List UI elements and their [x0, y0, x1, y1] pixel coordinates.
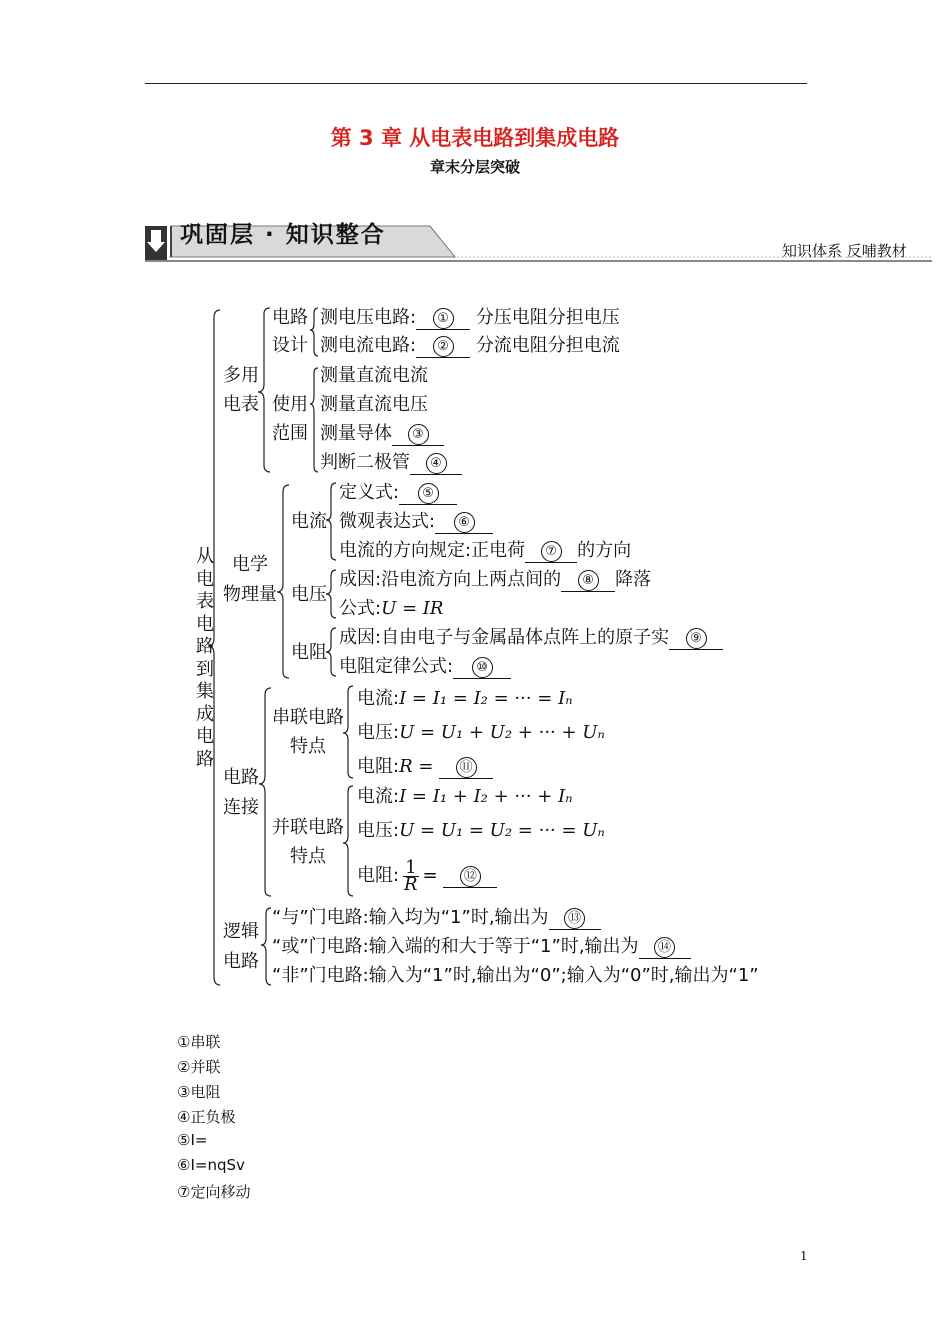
blank-number: ⑥	[454, 512, 475, 533]
resistance-law-row	[339, 656, 511, 679]
answer-item: ③电阻	[177, 1083, 221, 1101]
series-current-label: 电流:	[357, 688, 400, 709]
series-resistance-row	[357, 756, 493, 779]
resistance-label: 电阻	[291, 642, 327, 663]
page-title: 第 3 章 从电表电路到集成电路	[330, 126, 620, 150]
blank-number: ⑨	[686, 628, 707, 649]
page-number: 1	[800, 1249, 808, 1263]
quantities-label-1: 电学	[232, 554, 268, 575]
series-label-2: 特点	[290, 736, 326, 757]
blank-number: ②	[433, 336, 454, 357]
scope-diode-row	[320, 452, 462, 475]
multimeter-label-1: 多用	[223, 365, 259, 386]
blank-number: ⑧	[578, 570, 599, 591]
series-voltage-expression: U = U₁ + U₂ + ··· + Uₙ	[399, 722, 605, 743]
voltage-cause-label: 成因:沿电流方向上两点间的	[339, 569, 562, 590]
fraction-denominator: R	[404, 873, 418, 895]
parallel-current-label: 电流:	[357, 786, 400, 807]
voltage-cause-row	[339, 569, 651, 592]
answer-item: ④正负极	[177, 1108, 236, 1126]
resistance-cause-row	[339, 627, 723, 650]
voltage-circuit-tail: 分压电阻分担电压	[475, 307, 620, 328]
logic-label-1: 逻辑	[223, 921, 259, 942]
blank-number: ⑪	[456, 757, 477, 778]
and-gate-row	[272, 907, 601, 930]
formula-row	[339, 598, 443, 620]
or-gate-row	[272, 936, 691, 959]
section-banner-tagline: 知识体系 反哺教材	[782, 242, 907, 260]
parallel-resistance-fraction	[403, 856, 418, 895]
series-resistance-expression: R =	[399, 756, 434, 777]
voltage-label: 电压	[291, 584, 327, 605]
answer-item: ⑥I=nqSv	[177, 1156, 245, 1174]
blank-number: ⑭	[654, 937, 675, 958]
parallel-equals: =	[422, 865, 438, 886]
design-label-1: 电路	[272, 307, 308, 328]
scope-diode-label: 判断二极管	[320, 452, 410, 473]
series-resistance-label: 电阻:	[357, 756, 400, 777]
parallel-label-1: 并联电路	[272, 817, 344, 838]
blank-number: ⑬	[564, 908, 585, 929]
current-label: 电流	[291, 511, 327, 532]
scope-label-1: 使用	[272, 394, 308, 415]
parallel-voltage-row	[357, 820, 605, 842]
or-gate-text: “或”门电路:输入端的和大于等于“1”时,输出为	[272, 936, 639, 957]
scope-resistor-row	[320, 423, 444, 446]
scope-item: 测量直流电流	[320, 365, 428, 386]
voltage-circuit-label: 测电压电路:	[320, 307, 417, 328]
blank-number: ④	[426, 453, 447, 474]
current-circuit-tail: 分流电阻分担电流	[475, 335, 620, 356]
logic-label-2: 电路	[223, 951, 259, 972]
parallel-label-2: 特点	[290, 846, 326, 867]
section-banner-title: 巩固层 · 知识整合	[180, 222, 386, 248]
parallel-current-row	[357, 786, 573, 808]
scope-label-2: 范围	[272, 423, 308, 444]
series-voltage-row	[357, 722, 605, 744]
not-gate-row: “非”门电路:输入为“1”时,输出为“0”;输入为“0”时,输出为“1”	[272, 965, 759, 986]
scope-item: 测量直流电压	[320, 394, 428, 415]
blank-number: ③	[408, 424, 429, 445]
parallel-resistance-row	[357, 856, 497, 896]
parallel-current-expression: I = I₁ + I₂ + ··· + Iₙ	[399, 786, 573, 807]
concept-map-root: 从电表电路到集成电路	[196, 546, 214, 770]
blank-number: ⑤	[418, 483, 439, 504]
resistance-cause-label: 成因:自由电子与金属晶体点阵上的原子实	[339, 627, 670, 648]
answer-item: ⑦定向移动	[177, 1183, 251, 1201]
parallel-resistance-label: 电阻:	[357, 865, 400, 886]
formula-expression: U = IR	[381, 598, 444, 619]
formula-label: 公式:	[339, 598, 382, 619]
answer-item: ①串联	[177, 1033, 221, 1051]
blank-number: ⑦	[541, 541, 562, 562]
series-label-1: 串联电路	[272, 707, 344, 728]
multimeter-label-2: 电表	[223, 394, 259, 415]
parallel-voltage-expression: U = U₁ = U₂ = ··· = Uₙ	[399, 820, 605, 841]
series-voltage-label: 电压:	[357, 722, 400, 743]
scope-resistor-label: 测量导体	[320, 423, 392, 444]
current-circuit-row	[320, 335, 620, 358]
page-subtitle: 章末分层突破	[429, 158, 520, 176]
definition-row	[339, 482, 457, 505]
parallel-voltage-label: 电压:	[357, 820, 400, 841]
resistance-law-label: 电阻定律公式:	[339, 656, 454, 677]
definition-label: 定义式:	[339, 482, 400, 503]
voltage-cause-tail: 降落	[615, 569, 652, 590]
direction-tail: 的方向	[577, 540, 632, 561]
blank-number: ①	[433, 308, 454, 329]
answer-item: ⑤I=	[177, 1131, 208, 1149]
quantities-label-2: 物理量	[223, 584, 277, 605]
and-gate-text: “与”门电路:输入均为“1”时,输出为	[272, 907, 549, 928]
series-current-row	[357, 688, 573, 710]
series-current-expression: I = I₁ = I₂ = ··· = Iₙ	[399, 688, 573, 709]
direction-row	[339, 540, 631, 563]
current-circuit-label: 测电流电路:	[320, 335, 417, 356]
design-label-2: 设计	[272, 335, 308, 356]
fraction-numerator: 1	[405, 856, 417, 878]
micro-row	[339, 511, 493, 534]
connection-label-2: 连接	[223, 797, 259, 818]
voltage-circuit-row	[320, 307, 620, 330]
blank-number: ⑩	[472, 657, 493, 678]
micro-label: 微观表达式:	[339, 511, 436, 532]
blank-number: ⑫	[460, 866, 481, 887]
connection-label-1: 电路	[223, 767, 259, 788]
direction-label: 电流的方向规定:正电荷	[339, 540, 526, 561]
answer-item: ②并联	[177, 1058, 221, 1076]
